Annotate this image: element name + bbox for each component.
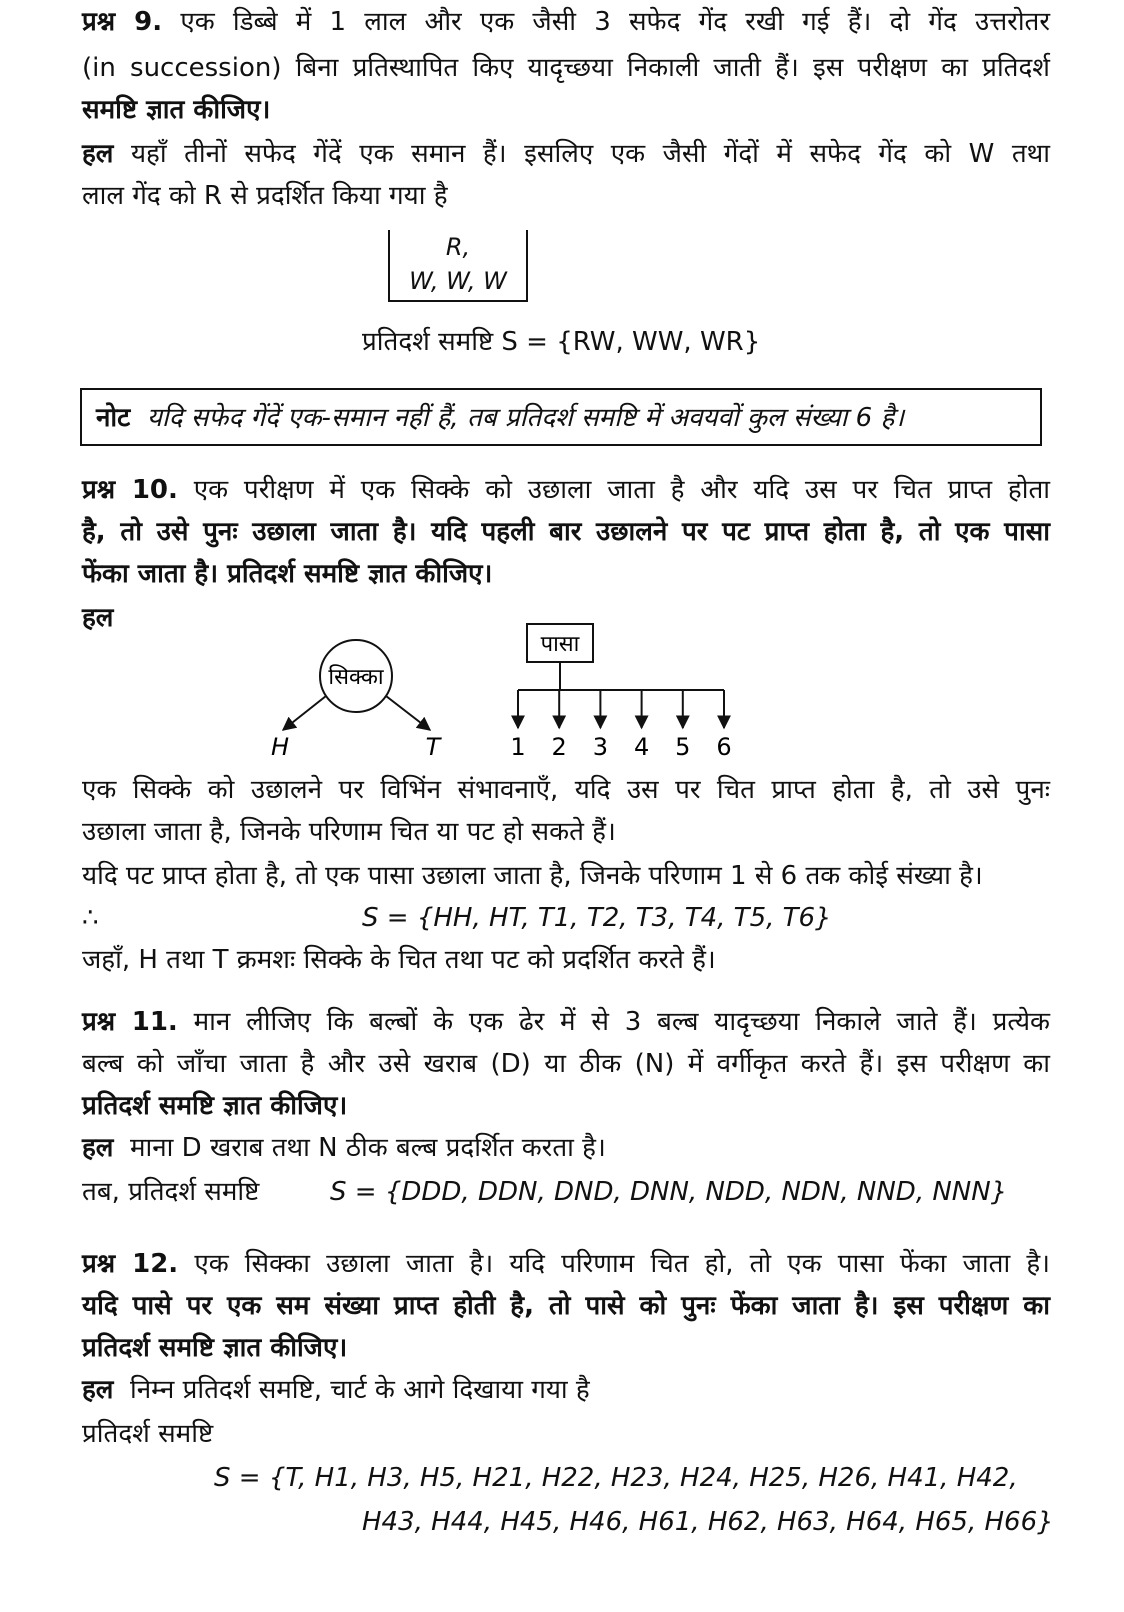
q10-text1: एक परीक्षण में एक सिक्के को उछाला जाता है और यदि उस पर चित प्राप्त होता xyxy=(193,475,1051,505)
q11-text1: मान लीजिए कि बल्बों के एक ढेर में से 3 बल्ब यादृच्छया निकाले जाते हैं। प्रत्येक xyxy=(193,1007,1050,1037)
q10-line2: है, तो उसे पुनः उछाला जाता है। यदि पहली बार उछालने पर पट प्राप्त होता है, तो एक पासा xyxy=(82,517,1050,547)
q11-solution-label: हल xyxy=(82,1133,114,1163)
q12-solution-text: निम्न प्रतिदर्श समष्टि, चार्ट के आगे दिखाया गया है xyxy=(129,1375,590,1405)
q10-text3: यदि पट प्राप्त होता है, तो एक पासा उछाला जाता है, जिनके परिणाम 1 से 6 तक कोई संख्या है। xyxy=(82,861,983,891)
q11-line2: बल्ब को जाँचा जाता है और उसे खराब (D) या ठीक (N) में वर्गीकृत करते हैं। इस परीक्षण का xyxy=(82,1049,1050,1079)
q12-sample-set-line1: S = {T, H1, H3, H5, H21, H22, H23, H24, H25, H26, H41, H42, xyxy=(214,1463,1018,1493)
ball-box-line2: W, W, W xyxy=(409,267,507,295)
q11-solution-line xyxy=(82,1128,1050,1168)
q9-label: प्रश्न 9. xyxy=(82,7,163,37)
note-text: यदि सफेद गेंदें एक-समान नहीं हैं, तब प्रतिदर्श समष्टि में अवयवों कुल संख्या 6 है। xyxy=(146,403,905,433)
q9-line2: (in succession) बिना प्रतिस्थापित किए यादृच्छया निकाली जाती हैं। इस परीक्षण का प्रतिदर्श xyxy=(82,53,1050,83)
ball-box-line1: R, xyxy=(445,233,471,261)
coin-outcome-h: H xyxy=(270,733,290,761)
q10-text4: जहाँ, H तथा T क्रमशः सिक्के के चित तथा पट को प्रदर्शित करते हैं। xyxy=(82,945,716,975)
q11-then: तब, प्रतिदर्श समष्टि xyxy=(82,1177,260,1207)
q10-text1: एक सिक्के को उछालने पर विभिंन संभावनाएँ, यदि उस पर चित प्राप्त होता है, तो उसे पुनः xyxy=(82,775,1050,805)
die-outcome-4: 4 xyxy=(633,733,650,761)
note-label: नोट xyxy=(96,403,131,433)
q9-sample-space: प्रतिदर्श समष्टि S = {RW, WW, WR} xyxy=(362,327,761,357)
q12-sample-space-label: प्रतिदर्श समष्टि xyxy=(82,1419,214,1449)
die-outcome-1: 1 xyxy=(510,733,526,761)
q9-solution-text1: यहाँ तीनों सफेद गेंदें एक समान हैं। इसलिए एक जैसी गेंदों में सफेद गेंद को W तथा xyxy=(130,139,1051,169)
q12-line1 xyxy=(82,1244,1050,1284)
q11-line3: प्रतिदर्श समष्टि ज्ञात कीजिए। xyxy=(82,1091,348,1121)
q10-label: प्रश्न 10. xyxy=(82,475,178,505)
arrow-to-t xyxy=(386,696,430,730)
q10-sample-set: S = {HH, HT, T1, T2, T3, T4, T5, T6} xyxy=(362,903,832,933)
q11-solution-text: माना D खराब तथा N ठीक बल्ब प्रदर्शित करता है। xyxy=(129,1133,606,1163)
q12-solution-line xyxy=(82,1370,1050,1410)
q12-line2: यदि पासे पर एक सम संख्या प्राप्त होती है, तो पासे को पुनः फेंका जाता है। इस परीक्षण का xyxy=(82,1291,1050,1321)
die-outcome-6: 6 xyxy=(716,733,732,761)
q10-text2: उछाला जाता है, जिनके परिणाम चित या पट हो सकते हैं। xyxy=(82,817,616,847)
q9-line3: समष्टि ज्ञात कीजिए। xyxy=(82,95,271,125)
therefore-symbol: ∴ xyxy=(82,903,99,933)
die-arrows xyxy=(518,690,724,728)
arrow-to-h xyxy=(283,696,326,730)
die-outcome-5: 5 xyxy=(675,733,691,761)
q9-solution-line2: लाल गेंद को R से प्रदर्शित किया गया है xyxy=(82,181,448,211)
q10-line3: फेंका जाता है। प्रतिदर्श समष्टि ज्ञात कीजिए। xyxy=(82,559,493,589)
q12-line3: प्रतिदर्श समष्टि ज्ञात कीजिए। xyxy=(82,1333,348,1363)
coin-label: सिक्का xyxy=(328,665,384,690)
q11-sample-set: S = {DDD, DDN, DND, DNN, NDD, NDN, NND, NNN} xyxy=(330,1177,1008,1207)
die-outcome-2: 2 xyxy=(551,733,567,761)
q12-solution-label: हल xyxy=(82,1375,114,1405)
q12-sample-set-line2: H43, H44, H45, H46, H61, H62, H63, H64, H65, H66} xyxy=(362,1507,1054,1537)
q10-solution-label: हल xyxy=(82,603,114,633)
q11-label: प्रश्न 11. xyxy=(82,1007,178,1037)
q9-solution-label: हल xyxy=(82,139,114,169)
die-outcome-3: 3 xyxy=(592,733,609,761)
q9-text1: एक डिब्बे में 1 लाल और एक जैसी 3 सफेद गेंद रखी गई हैं। दो गेंद उत्तरोतर xyxy=(180,7,1051,37)
q12-label: प्रश्न 12. xyxy=(82,1249,179,1279)
die-label: पासा xyxy=(540,632,580,657)
q11-line1 xyxy=(82,1002,1050,1042)
die-numbers xyxy=(510,733,731,761)
coin-outcome-t: T xyxy=(425,733,441,761)
q12-text1: एक सिक्का उछाला जाता है। यदि परिणाम चित हो, तो एक पासा फेंका जाता है। xyxy=(194,1249,1050,1279)
